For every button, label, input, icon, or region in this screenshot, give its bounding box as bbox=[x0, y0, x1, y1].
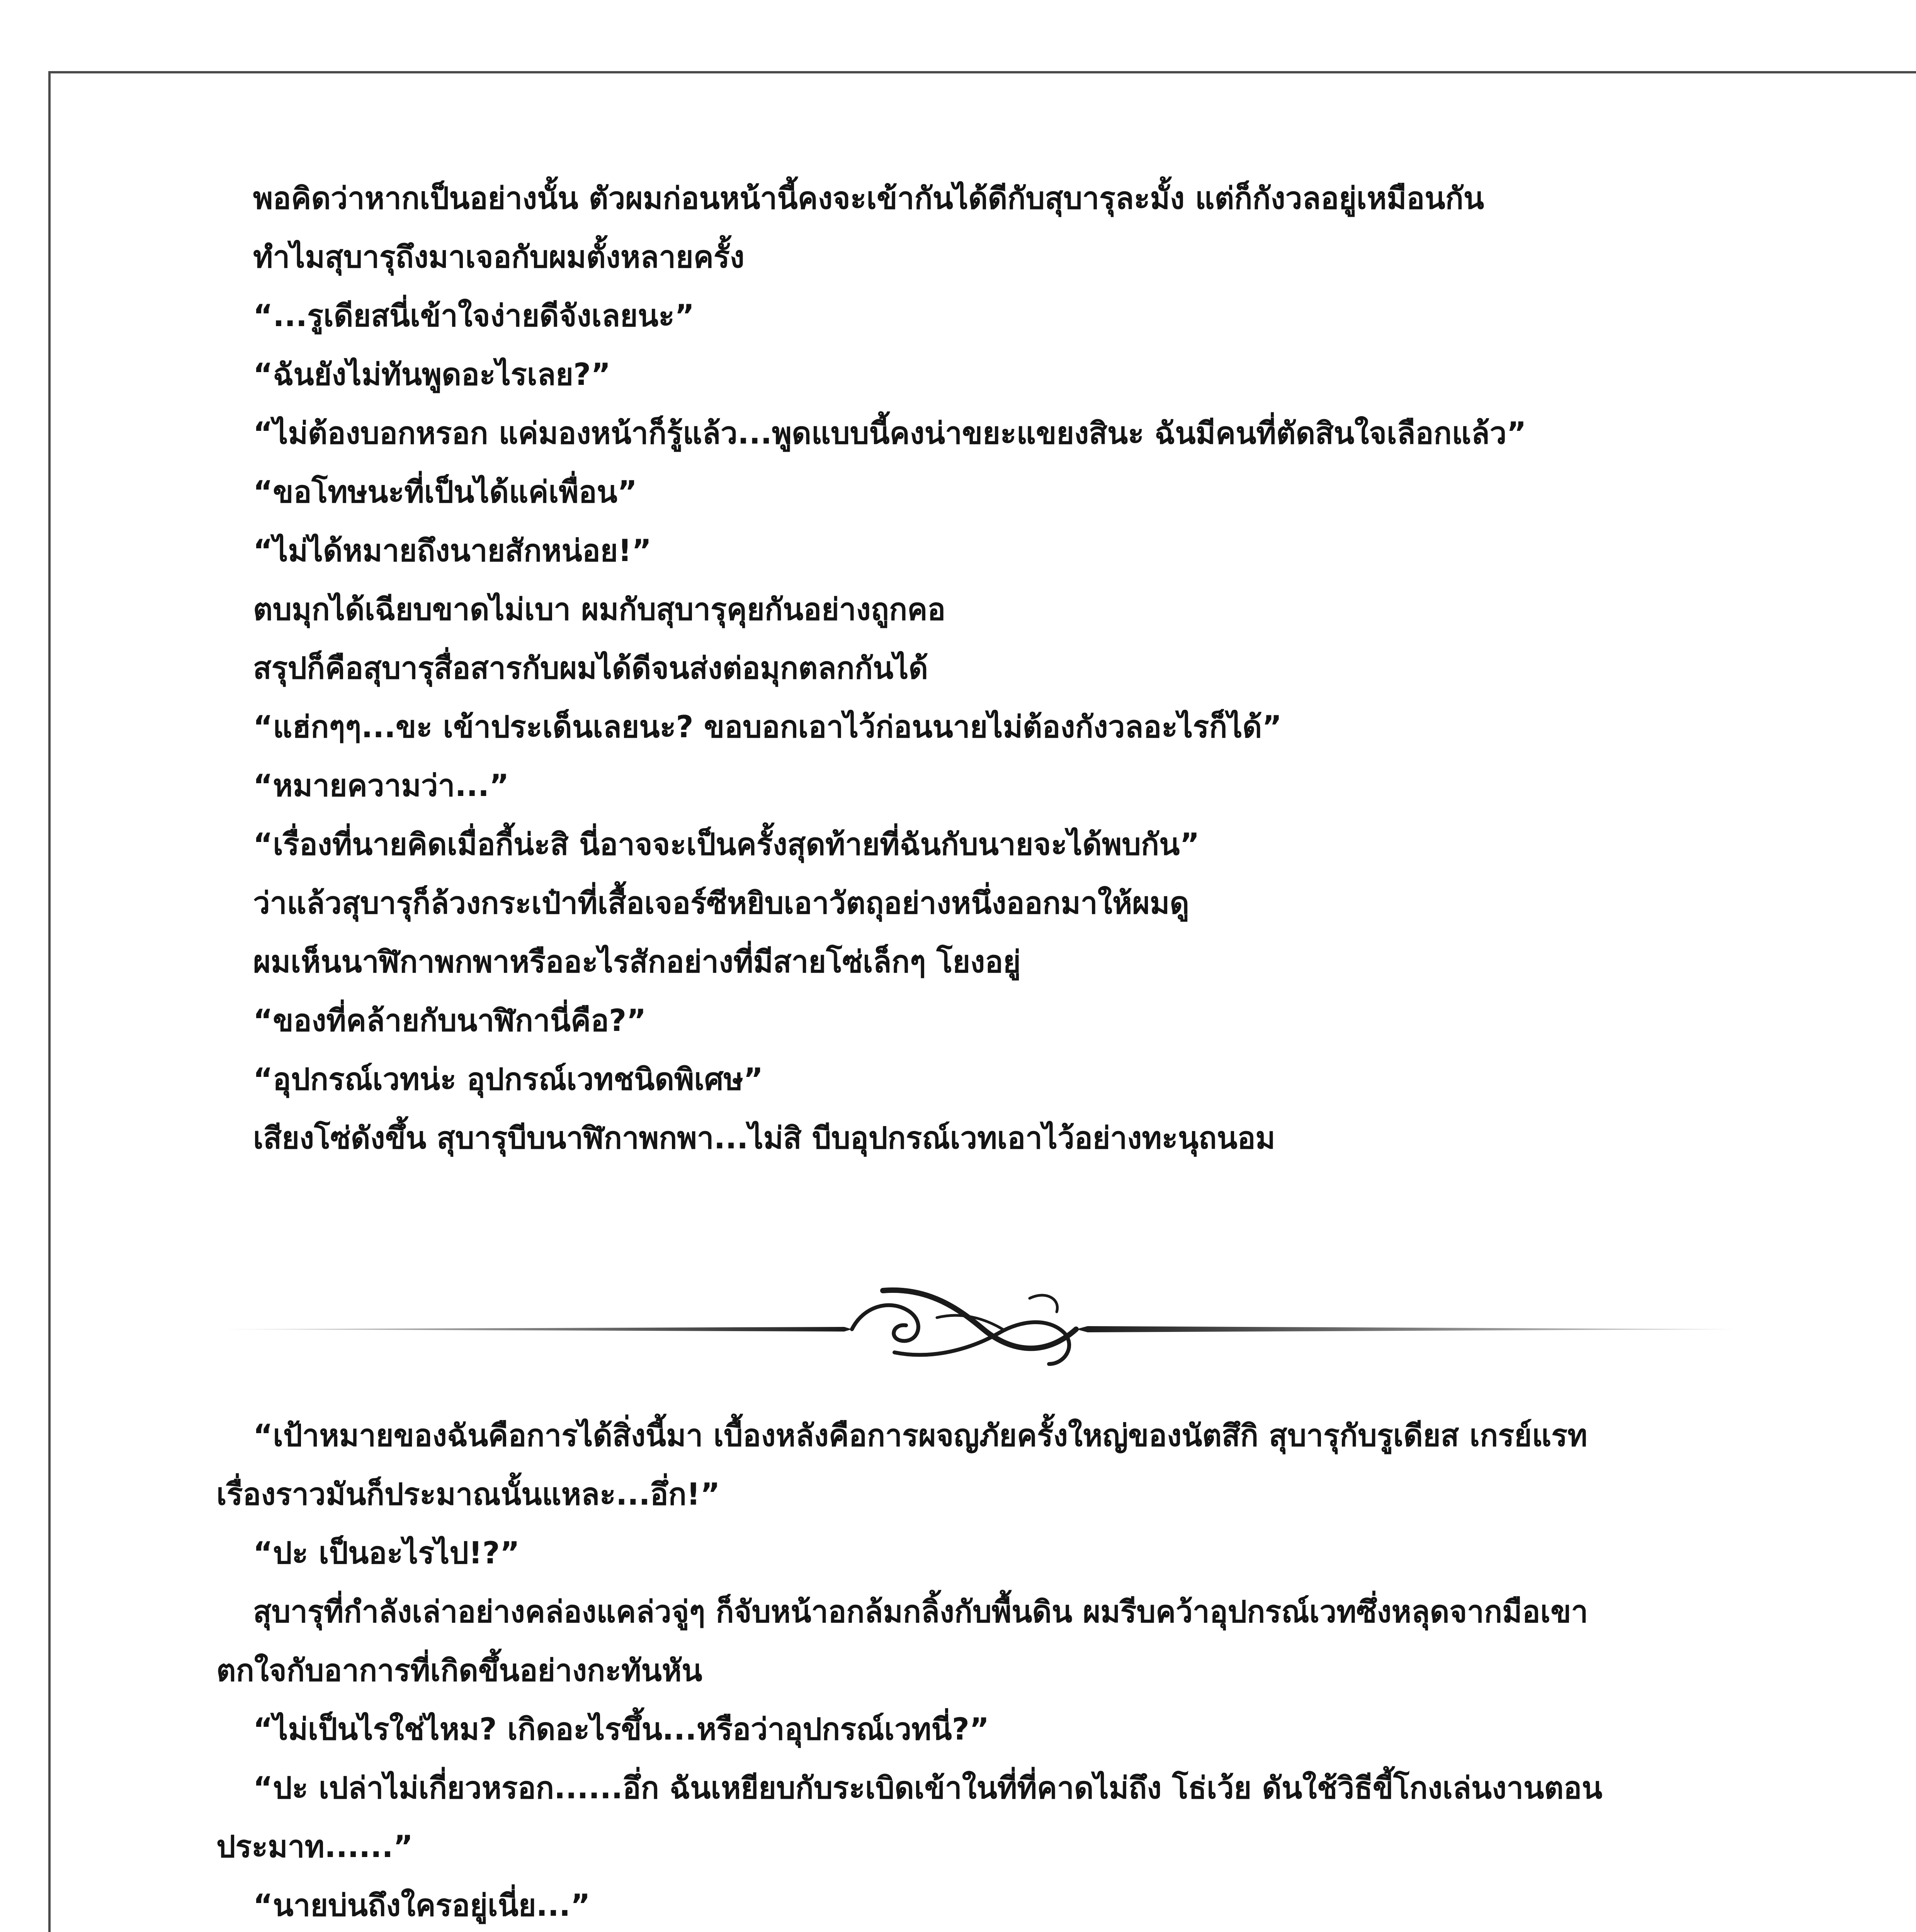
text-line: “หมายความว่า...” bbox=[253, 769, 509, 803]
text-line: เสียงโซ่ดังขึ้น สุบารุบีบนาฬิกาพกพา...ไม่สิ บีบอุปกรณ์เวทเอาไว้อย่างทะนุถนอม bbox=[253, 1121, 1275, 1156]
page-frame-top bbox=[48, 71, 1916, 73]
text-line: “ไม่ต้องบอกหรอก แค่มองหน้าก็รู้แล้ว...พูดแบบนี้คงน่าขยะแขยงสินะ ฉันมีคนที่ตัดสินใจเลือกแล้ว” bbox=[253, 416, 1527, 451]
paragraph-line: “นายบ่นถึงใครอยู่เนี่ย...” bbox=[253, 1888, 590, 1923]
text-section-2 bbox=[0, 1406, 1916, 1932]
text-line: พอคิดว่าหากเป็นอย่างนั้น ตัวผมก่อนหน้านี้คงจะเข้ากันได้ดีกับสุบารุละมั้ง แต่ก็กังวลอยู่เหมือนกัน bbox=[253, 181, 1484, 216]
paragraph-line: “เป้าหมายของฉันคือการได้สิ่งนี้มา เบื้องหลังคือการผจญภัยครั้งใหญ่ของนัตสึกิ สุบารุกับรูเดียส เกรย์แรท bbox=[253, 1418, 1588, 1453]
text-line: “ฉันยังไม่ทันพูดอะไรเลย?” bbox=[253, 357, 611, 392]
text-line: ทำไมสุบารุถึงมาเจอกับผมตั้งหลายครั้ง bbox=[253, 240, 745, 275]
paragraph-line: “ปะ เปล่าไม่เกี่ยวหรอก......อึ่ก ฉันเหยียบกับระเบิดเข้าในที่ที่คาดไม่ถึง โธ่เว้ย ดันใช้วิธีขี้โกงเล่นงานตอน bbox=[253, 1771, 1603, 1806]
text-section-1 bbox=[0, 169, 1916, 1168]
paragraph-line: ตกใจกับอาการที่เกิดขึ้นอย่างกะทันหัน bbox=[216, 1653, 702, 1688]
paragraph-line: “ปะ เป็นอะไรไป!?” bbox=[253, 1536, 520, 1571]
text-line: “เรื่องที่นายคิดเมื่อกี้น่ะสิ นี่อาจจะเป็นครั้งสุดท้ายที่ฉันกับนายจะได้พบกัน” bbox=[253, 827, 1200, 862]
flourish-ornament-icon bbox=[226, 1275, 1735, 1383]
text-line: “ขอโทษนะที่เป็นได้แค่เพื่อน” bbox=[253, 475, 638, 510]
text-line: ผมเห็นนาฬิกาพกพาหรืออะไรสักอย่างที่มีสายโซ่เล็กๆ โยงอยู่ bbox=[253, 945, 1021, 980]
text-line: ว่าแล้วสุบารุก็ล้วงกระเป๋าที่เสื้อเจอร์ซีหยิบเอาวัตถุอย่างหนึ่งออกมาให้ผมดู bbox=[253, 886, 1190, 921]
text-line: ตบมุกได้เฉียบขาดไม่เบา ผมกับสุบารุคุยกันอย่างถูกคอ bbox=[253, 592, 946, 627]
text-line: “...รูเดียสนี่เข้าใจง่ายดีจังเลยนะ” bbox=[253, 299, 695, 333]
paragraph-line: สุบารุที่กำลังเล่าอย่างคล่องแคล่วจู่ๆ ก็จับหน้าอกล้มกลิ้งกับพื้นดิน ผมรีบคว้าอุปกรณ์เวทซึ่งหลุดจากมือเขา bbox=[253, 1595, 1588, 1629]
text-line: “ไม่ได้หมายถึงนายสักหน่อย!” bbox=[253, 534, 652, 568]
paragraph-line: ประมาท......” bbox=[216, 1830, 413, 1864]
paragraph-line: เรื่องราวมันก็ประมาณนั้นแหละ...อึ่ก!” bbox=[216, 1477, 720, 1512]
section-divider bbox=[226, 1275, 1735, 1383]
paragraph-line: “ไม่เป็นไรใช่ไหม? เกิดอะไรขึ้น...หรือว่าอุปกรณ์เวทนี่?” bbox=[253, 1712, 989, 1747]
text-line: “อุปกรณ์เวทน่ะ อุปกรณ์เวทชนิดพิเศษ” bbox=[253, 1062, 763, 1097]
text-line: “ของที่คล้ายกับนาฬิกานี่คือ?” bbox=[253, 1003, 646, 1038]
text-line: สรุปก็คือสุบารุสื่อสารกับผมได้ดีจนส่งต่อมุกตลกกันได้ bbox=[253, 651, 928, 686]
text-line: “แฮ่กๆๆ...ขะ เข้าประเด็นเลยนะ? ขอบอกเอาไว้ก่อนนายไม่ต้องกังวลอะไรก็ได้” bbox=[253, 710, 1282, 745]
